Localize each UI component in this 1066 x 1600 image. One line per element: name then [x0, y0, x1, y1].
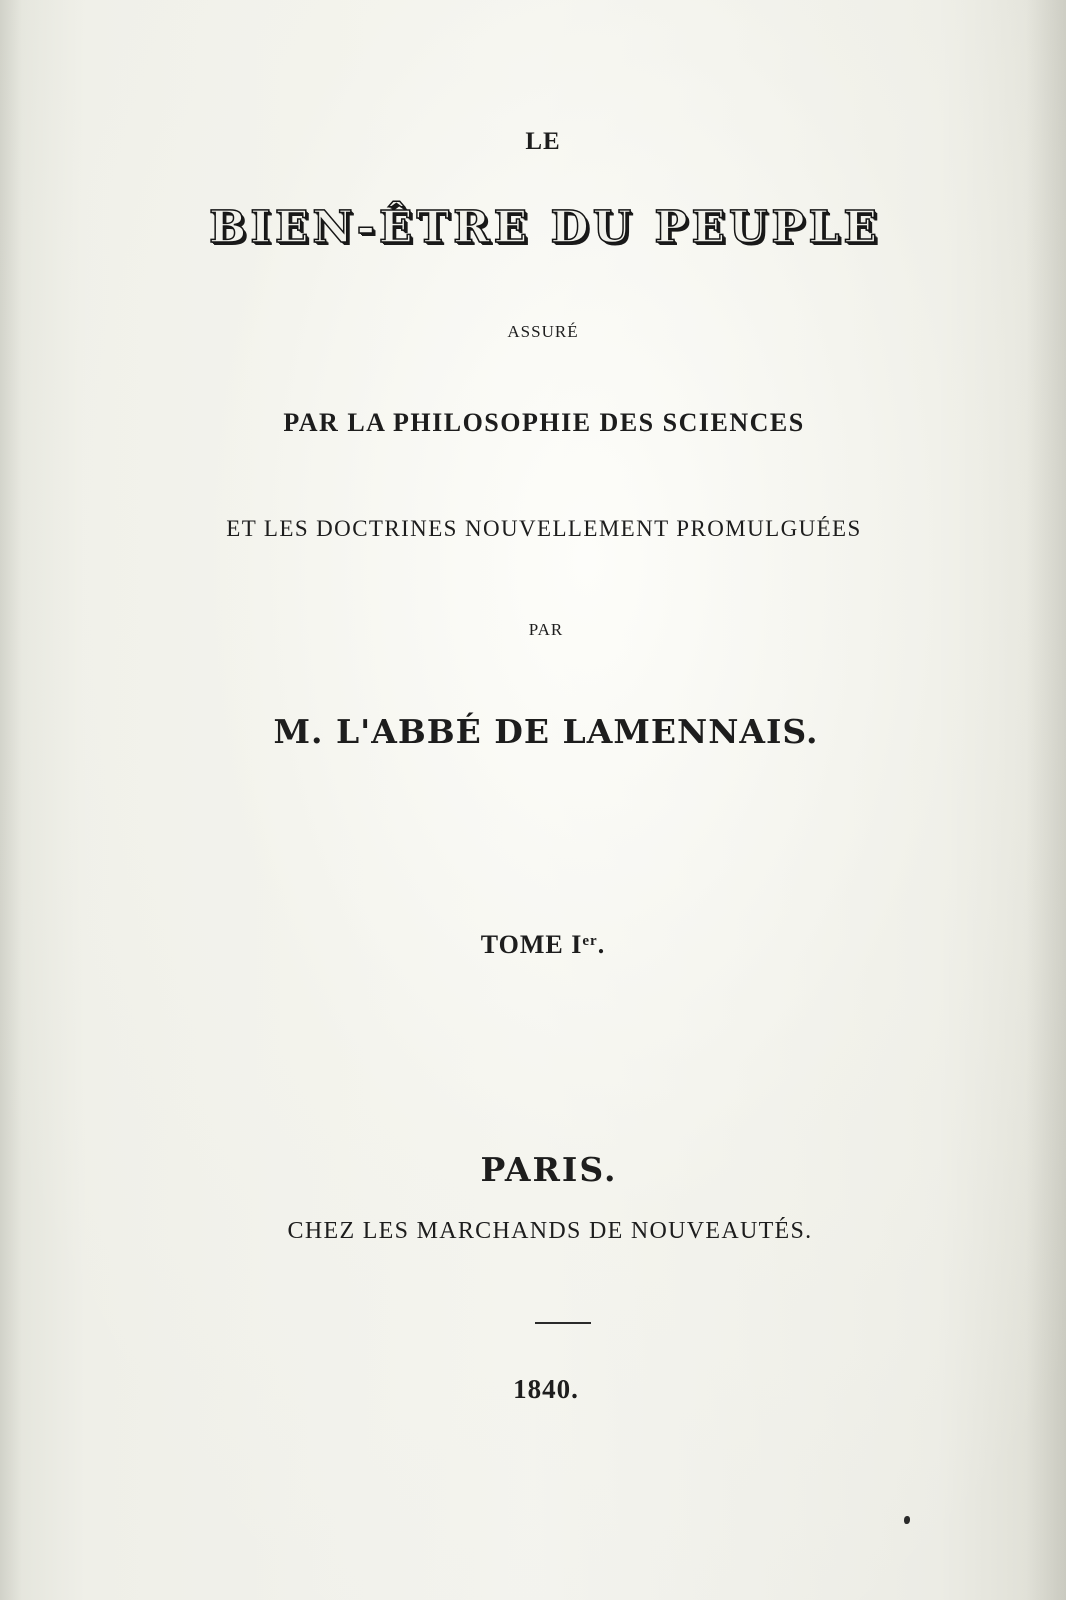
tome-superscript: er	[582, 933, 598, 949]
divider-rule	[535, 1322, 591, 1324]
tome-line	[0, 930, 1066, 960]
doctrines-line: ET LES DOCTRINES NOUVELLEMENT PROMULGUÉES	[226, 516, 862, 541]
main-title: BIEN-ÊTRE DU PEUPLE	[209, 202, 881, 253]
philosophie-line: PAR LA PHILOSOPHIE DES SCIENCES	[283, 408, 805, 437]
author-name: M. L'ABBÉ DE LAMENNAIS.	[273, 712, 819, 751]
tome-label: TOME I	[480, 930, 583, 959]
par-line: PAR	[528, 620, 564, 639]
article-le: LE	[525, 128, 561, 155]
ink-speck	[904, 1516, 910, 1524]
city-imprint: PARIS.	[480, 1150, 618, 1189]
tome-dot: .	[597, 930, 606, 959]
publication-year: 1840.	[513, 1374, 579, 1404]
assure-line: ASSURÉ	[507, 322, 579, 341]
publisher-line: CHEZ LES MARCHANDS DE NOUVEAUTÉS.	[287, 1218, 813, 1244]
